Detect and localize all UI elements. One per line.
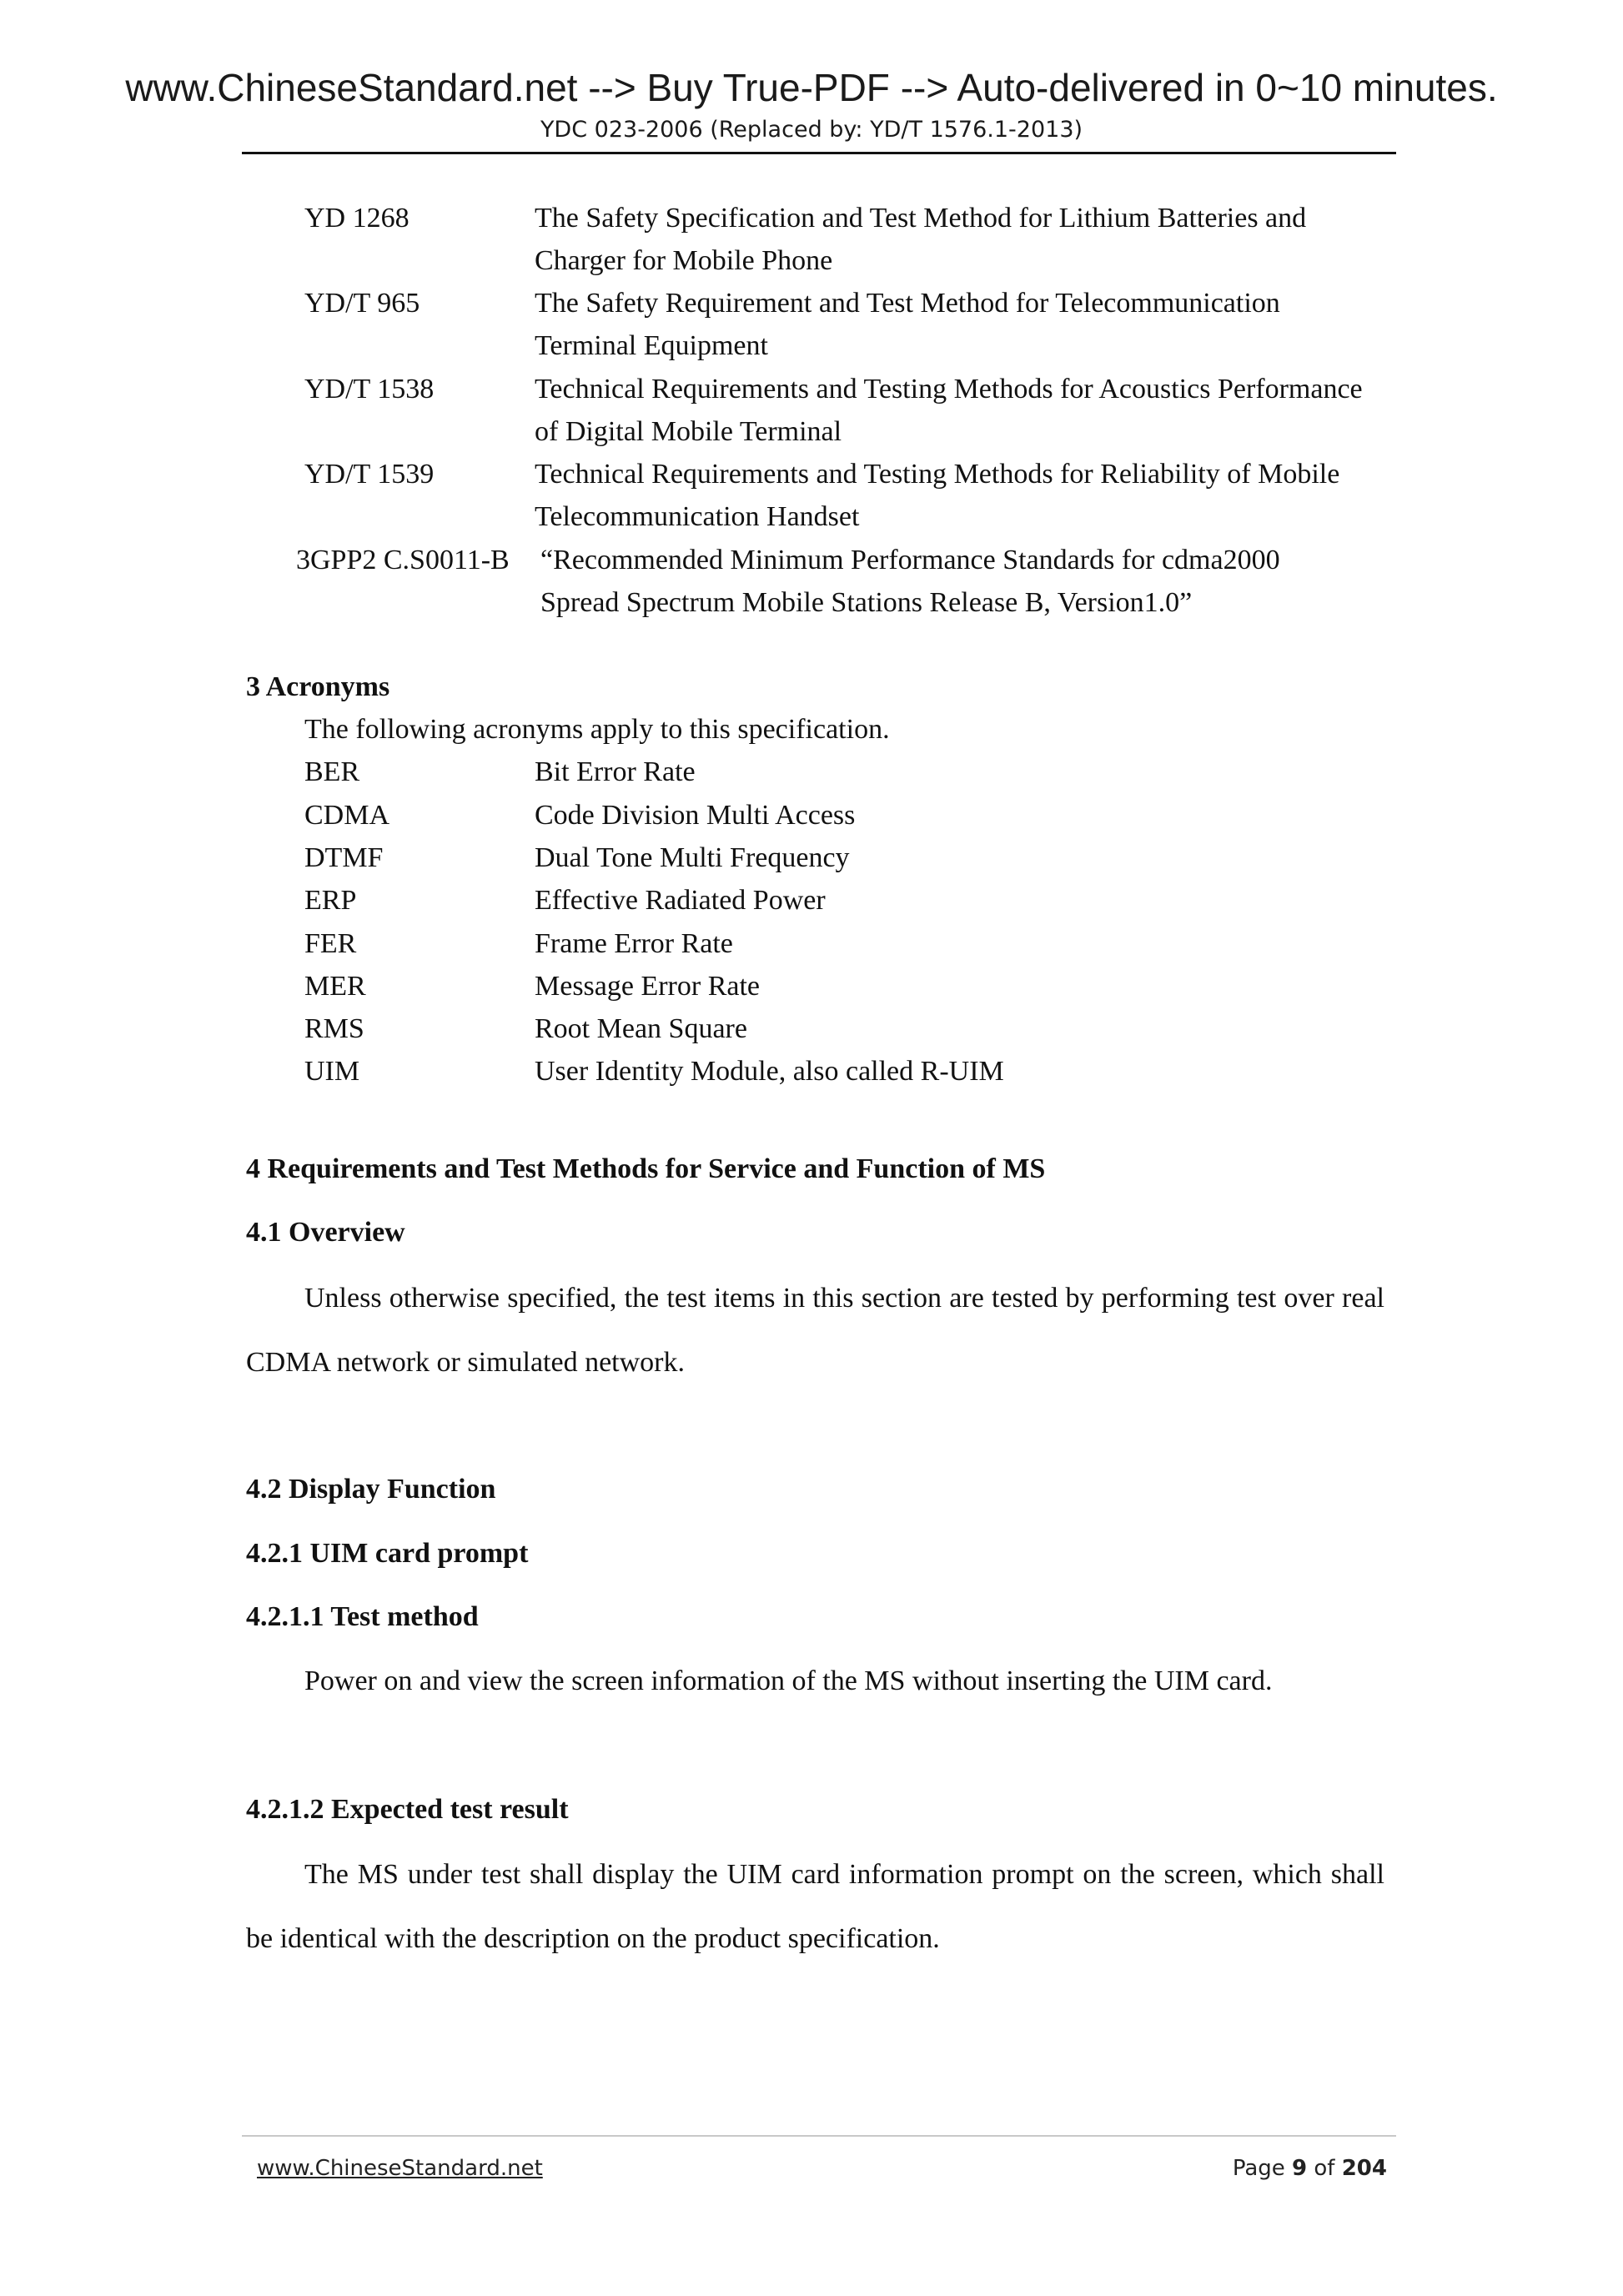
standard-subtitle: YDC 023-2006 (Replaced by: YD/T 1576.1-2013) — [540, 117, 1083, 143]
acronym-abbr: MER — [304, 971, 366, 1002]
reference-code: 3GPP2 C.S0011-B — [296, 545, 510, 575]
acronym-meaning: Dual Tone Multi Frequency — [535, 842, 850, 873]
subsection-heading: 4.1 Overview — [246, 1217, 405, 1248]
acronym-abbr: FER — [304, 928, 357, 959]
acronym-meaning: Code Division Multi Access — [535, 800, 856, 831]
section-heading: 3 Acronyms — [246, 671, 390, 702]
acronym-abbr: CDMA — [304, 800, 390, 831]
page-indicator — [1233, 2156, 1387, 2181]
reference-code: YD/T 1539 — [304, 459, 435, 490]
header-divider — [242, 152, 1396, 154]
subsection-heading: 4.2.1 UIM card prompt — [246, 1538, 529, 1569]
reference-title-line: “Recommended Minimum Performance Standards for cdma2000 — [540, 545, 1280, 575]
section-heading: 4 Requirements and Test Methods for Service and Function of MS — [246, 1153, 1046, 1184]
page-label: Page — [1232, 2156, 1285, 2181]
page-total: 204 — [1341, 2156, 1387, 2181]
expected-result-paragraph: The MS under test shall display the UIM card information prompt on the screen, which shall be identical with the description on the product specification. — [246, 1859, 1384, 1954]
reference-title-line: Spread Spectrum Mobile Stations Release B, Version1.0” — [540, 587, 1193, 618]
subsection-heading: 4.2 Display Function — [246, 1474, 496, 1505]
acronym-meaning: Root Mean Square — [535, 1013, 747, 1044]
reference-code: YD 1268 — [304, 203, 410, 234]
acronym-abbr: UIM — [304, 1056, 360, 1087]
acronym-meaning: Message Error Rate — [535, 971, 761, 1002]
test-method-paragraph: Power on and view the screen information of the MS without inserting the UIM card. — [304, 1665, 1273, 1696]
overview-paragraph: Unless otherwise specified, the test items in this section are tested by performing test over real CDMA network or simulated network. — [246, 1283, 1384, 1378]
acronym-meaning: Effective Radiated Power — [535, 885, 826, 916]
reference-title-line: Telecommunication Handset — [535, 501, 860, 532]
reference-title-line: Charger for Mobile Phone — [535, 245, 833, 276]
acronym-meaning: Bit Error Rate — [535, 756, 696, 787]
reference-title-line: The Safety Requirement and Test Method for Telecommunication — [535, 288, 1280, 319]
reference-title-line: Technical Requirements and Testing Methods for Reliability of Mobile — [535, 459, 1340, 490]
acronym-meaning: User Identity Module, also called R-UIM — [535, 1056, 1004, 1087]
reference-code: YD/T 1538 — [304, 374, 435, 404]
subsection-heading: 4.2.1.2 Expected test result — [246, 1794, 569, 1825]
reference-title-line: Technical Requirements and Testing Methods for Acoustics Performance — [535, 374, 1363, 404]
acronyms-intro: The following acronyms apply to this specification. — [304, 714, 890, 745]
acronym-abbr: DTMF — [304, 842, 384, 873]
promo-banner[interactable]: www.ChineseStandard.net --> Buy True-PDF --> Auto-delivered in 0~10 minutes. — [125, 66, 1498, 109]
reference-code: YD/T 965 — [304, 288, 420, 319]
reference-title-line: Terminal Equipment — [535, 330, 768, 361]
reference-title-line: The Safety Specification and Test Method for Lithium Batteries and — [535, 203, 1307, 234]
acronym-meaning: Frame Error Rate — [535, 928, 733, 959]
acronym-abbr: RMS — [304, 1013, 364, 1044]
page-number: 9 — [1292, 2156, 1308, 2181]
acronym-abbr: BER — [304, 756, 360, 787]
reference-title-line: of Digital Mobile Terminal — [535, 416, 842, 447]
subsection-heading: 4.2.1.1 Test method — [246, 1601, 479, 1632]
page-of-label: of — [1314, 2156, 1335, 2181]
footer-website-link[interactable]: www.ChineseStandard.net — [257, 2156, 543, 2181]
footer-divider — [242, 2135, 1396, 2137]
acronym-abbr: ERP — [304, 885, 357, 916]
